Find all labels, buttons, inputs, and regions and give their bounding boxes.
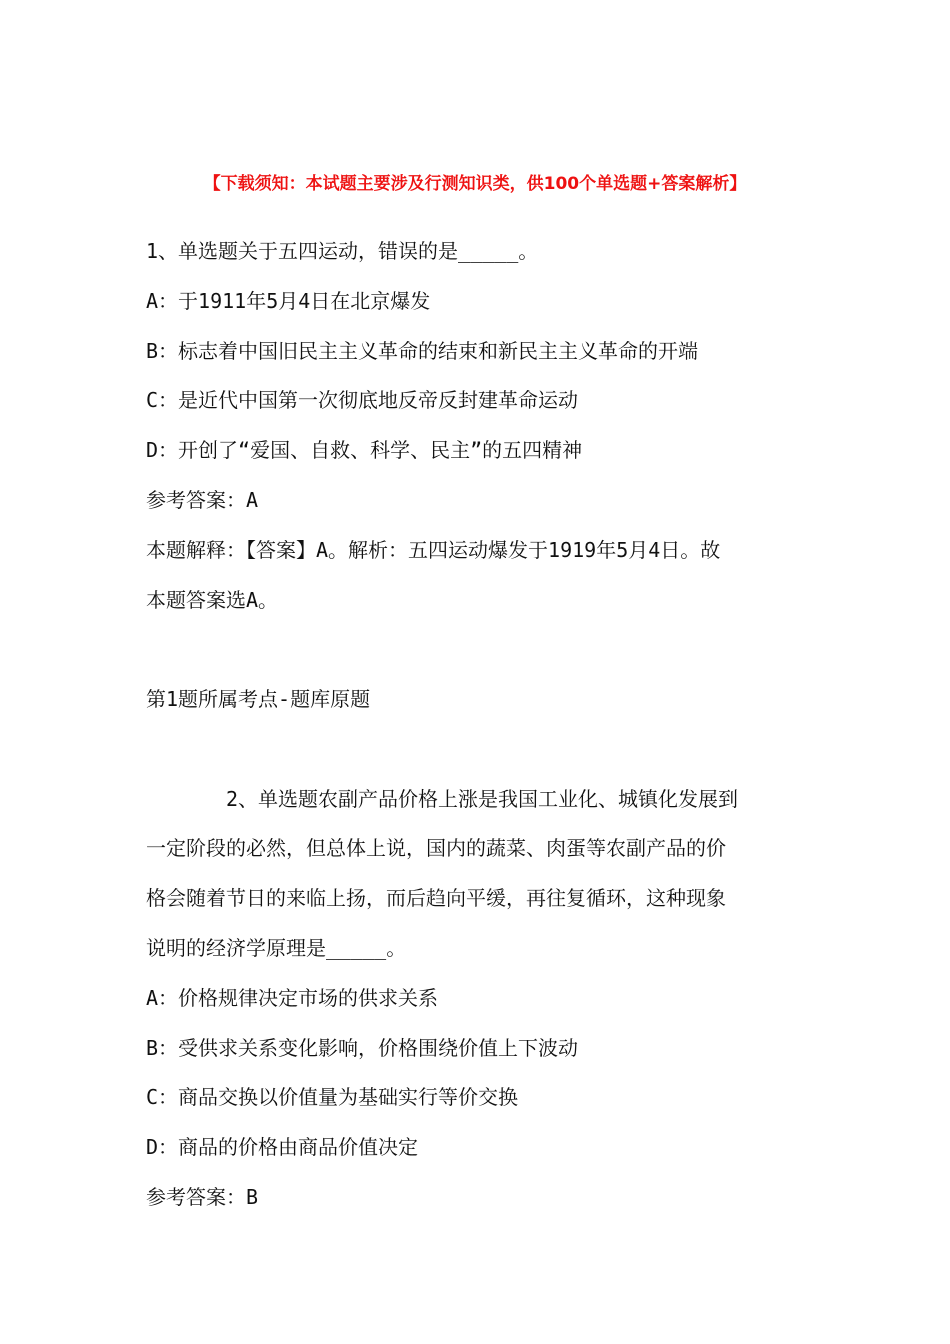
question-2-stem-line-2: 一定阶段的必然，但总体上说，国内的蔬菜、肉蛋等农副产品的价: [146, 836, 726, 860]
question-1-explanation-line-1: 本题解释：【答案】A。解析：五四运动爆发于1919年5月4日。故: [146, 538, 721, 562]
question-1-option-c: C：是近代中国第一次彻底地反帝反封建革命运动: [146, 388, 579, 412]
question-2-option-d: D：商品的价格由商品价值决定: [146, 1135, 419, 1159]
question-1-stem: 1、单选题关于五四运动，错误的是_____。: [146, 239, 539, 263]
question-1-option-b: B：标志着中国旧民主主义革命的结束和新民主主义革命的开端: [146, 339, 699, 363]
question-1-answer: 参考答案：A: [146, 488, 259, 512]
question-2-option-c: C：商品交换以价值量为基础实行等价交换: [146, 1085, 519, 1109]
question-2-answer: 参考答案：B: [146, 1185, 259, 1209]
question-1-option-a: A：于1911年5月4日在北京爆发: [146, 289, 431, 313]
question-2-stem-line-4: 说明的经济学原理是_____。: [146, 936, 407, 960]
question-2-option-a: A：价格规律决定市场的供求关系: [146, 986, 439, 1010]
question-2-option-b: B：受供求关系变化影响，价格围绕价值上下波动: [146, 1036, 579, 1060]
question-1-explanation-line-2: 本题答案选A。: [146, 588, 279, 612]
question-1-option-d: D：开创了“爱国、自救、科学、民主”的五四精神: [146, 438, 583, 462]
question-1-point: 第1题所属考点-题库原题: [146, 687, 371, 711]
question-2-stem-line-3: 格会随着节日的来临上扬，而后趋向平缓，再往复循环，这种现象: [146, 886, 726, 910]
question-2-stem-line-1: 2、单选题农副产品价格上涨是我国工业化、城镇化发展到: [226, 787, 739, 811]
download-notice: 【下载须知：本试题主要涉及行测知识类，供100个单选题+答案解析】: [203, 174, 747, 194]
